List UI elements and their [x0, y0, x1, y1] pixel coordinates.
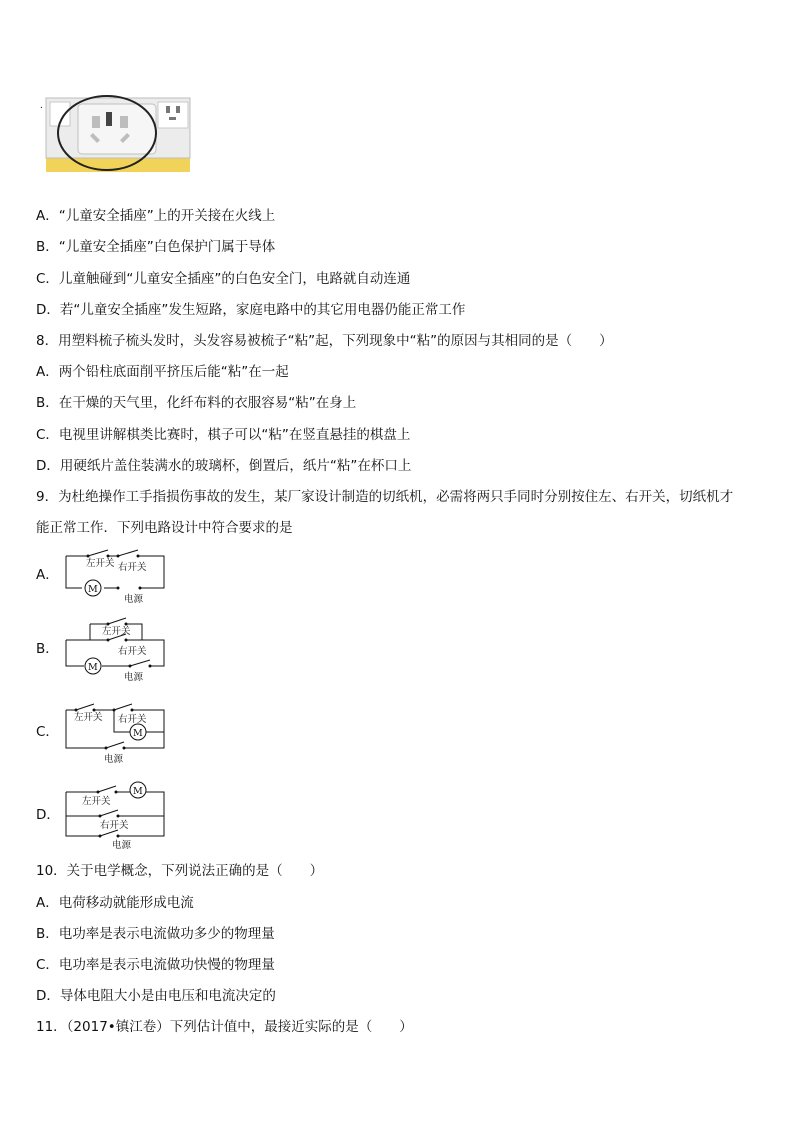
- q10-option-b: B．电功率是表示电流做功多少的物理量: [36, 926, 275, 942]
- circuit-b-left-switch-label: 左开关: [102, 626, 131, 637]
- q10-stem: 10．关于电学概念，下列说法正确的是（ ）: [36, 863, 324, 879]
- circuit-c-power-label: 电源: [104, 754, 124, 765]
- q8-option-c: C．电视里讲解棋类比赛时，棋子可以“粘”在竖直悬挂的棋盘上: [36, 427, 411, 443]
- q7-option-d: D．若“儿童安全插座”发生短路，家庭电路中的其它用电器仍能正常工作: [36, 302, 466, 318]
- q9-circuit-c: [60, 702, 172, 766]
- circuit-a-power-label: 电源: [124, 594, 144, 605]
- q7-option-b: B．“儿童安全插座”白色保护门属于导体: [36, 239, 276, 255]
- circuit-b-motor-label: M: [88, 662, 98, 673]
- q9-option-a-letter: A．: [36, 567, 59, 583]
- q9-option-d-letter: D．: [36, 807, 60, 823]
- q8-option-d: D．用硬纸片盖住装满水的玻璃杯，倒置后，纸片“粘”在杯口上: [36, 458, 412, 474]
- q9-circuit-b: [60, 614, 172, 684]
- q8-stem: 8．用塑料梳子梳头发时，头发容易被梳子“粘”起，下列现象中“粘”的原因与其相同的是（ ）: [36, 333, 613, 349]
- socket-illustration: [40, 94, 192, 176]
- q9-circuit-a: [60, 548, 172, 604]
- circuit-b-right-switch-label: 右开关: [118, 646, 147, 657]
- circuit-d-power-label: 电源: [112, 840, 132, 851]
- q9-option-c-letter: C．: [36, 724, 59, 740]
- socket-faceplate: [78, 104, 156, 154]
- q10-option-a: A．电荷移动就能形成电流: [36, 895, 194, 911]
- q7-option-c: C．儿童触碰到“儿童安全插座”的白色安全门，电路就自动连通: [36, 271, 411, 287]
- circuit-c-motor-label: M: [133, 728, 143, 739]
- circuit-a-motor-label: M: [88, 584, 98, 595]
- circuit-d-left-switch-label: 左开关: [82, 796, 111, 807]
- q10-option-c: C．电功率是表示电流做功快慢的物理量: [36, 957, 275, 973]
- q9-stem-line2: 能正常工作．下列电路设计中符合要求的是: [36, 520, 293, 536]
- circuit-c-left-switch-label: 左开关: [74, 712, 103, 723]
- q10-option-d: D．导体电阻大小是由电压和电流决定的: [36, 988, 276, 1004]
- q8-option-a: A．两个铅柱底面削平挤压后能“粘”在一起: [36, 364, 289, 380]
- q9-circuit-d: [60, 778, 172, 850]
- q11-stem: 11．（2017•镇江卷）下列估计值中，最接近实际的是（ ）: [36, 1019, 413, 1035]
- svg-text:.: .: [40, 101, 43, 111]
- circuit-b-power-label: 电源: [124, 672, 144, 683]
- circuit-c-right-switch-label: 右开关: [118, 714, 147, 725]
- circuit-d-right-switch-label: 右开关: [100, 820, 129, 831]
- q9-stem-line1: 9．为杜绝操作工手指损伤事故的发生，某厂家设计制造的切纸机，必需将两只手同时分别按住左、右开关，切纸机才: [36, 489, 734, 505]
- q8-option-b: B．在干燥的天气里，化纤布料的衣服容易“粘”在身上: [36, 395, 357, 411]
- circuit-d-motor-label: M: [133, 786, 143, 797]
- circuit-a-right-switch-label: 右开关: [118, 562, 147, 573]
- q7-option-a: A．“儿童安全插座”上的开关接在火线上: [36, 208, 276, 224]
- circuit-a-left-switch-label: 左开关: [86, 558, 115, 569]
- q9-option-b-letter: B．: [36, 641, 59, 657]
